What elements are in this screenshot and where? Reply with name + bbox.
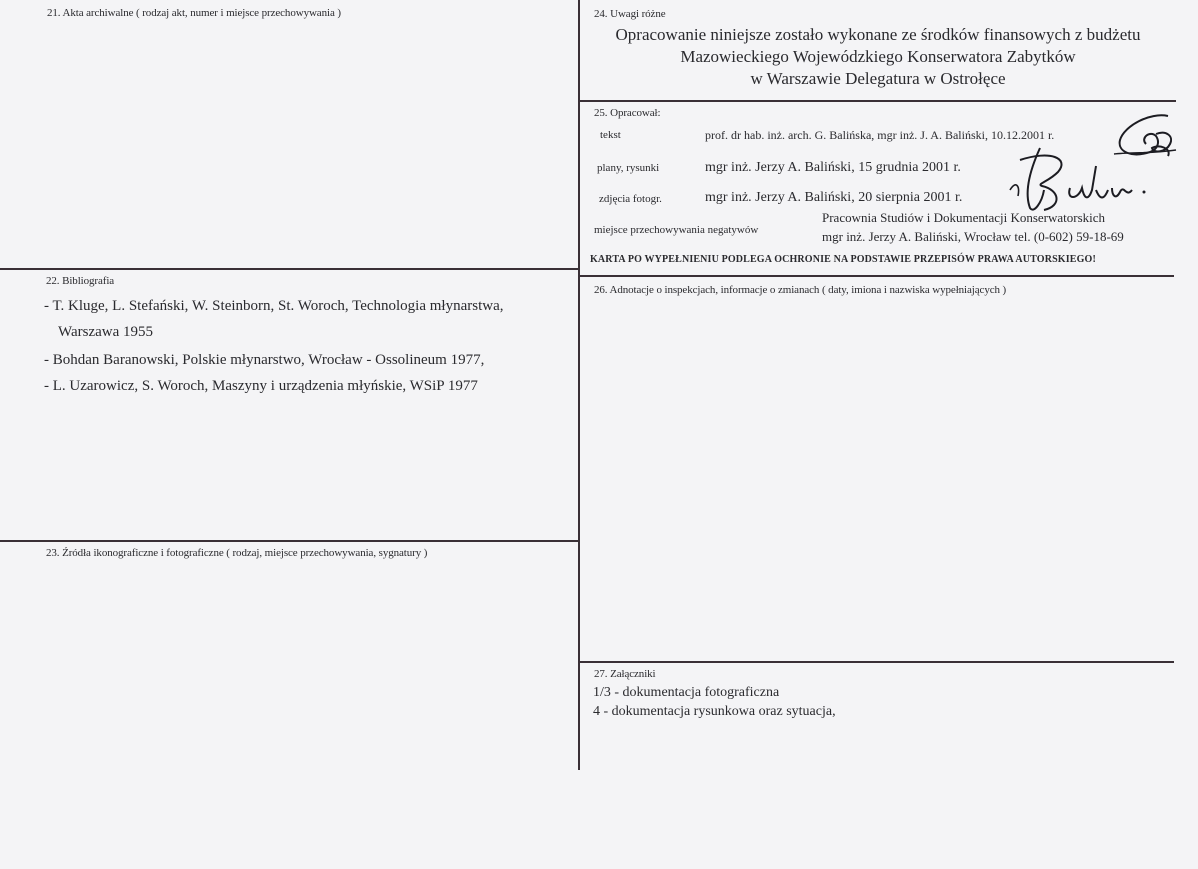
rule-vertical-main: [578, 0, 580, 770]
author-row-value-photos: mgr inż. Jerzy A. Baliński, 20 sierpnia 2001 r.: [705, 190, 963, 205]
rule-s25-s26: [579, 275, 1174, 277]
copyright-notice: KARTA PO WYPEŁNIENIU PODLEGA OCHRONIE NA PODSTAWIE PRZEPISÓW PRAWA AUTORSKIEGO!: [590, 254, 1096, 265]
attachment-line: 1/3 - dokumentacja fotograficzna: [593, 685, 780, 700]
section-21-label: 21. Akta archiwalne ( rodzaj akt, numer i miejsce przechowywania ): [47, 7, 341, 19]
negatives-location-line: mgr inż. Jerzy A. Baliński, Wrocław tel. (0-602) 59-18-69: [822, 229, 1124, 244]
rule-s21-s22: [0, 268, 579, 270]
section-22-label: 22. Bibliografia: [46, 275, 115, 287]
section-26-label: 26. Adnotacje o inspekcjach, informacje o zmianach ( daty, imiona i nazwiska wypełniających ): [594, 284, 1007, 296]
author-row-value-drawings: mgr inż. Jerzy A. Baliński, 15 grudnia 2001 r.: [705, 160, 961, 175]
author-row-key-text: tekst: [600, 129, 621, 141]
section-24-label: 24. Uwagi różne: [594, 8, 666, 20]
negatives-location-line: Pracownia Studiów i Dokumentacji Konserwatorskich: [822, 210, 1106, 225]
remarks-line: w Warszawie Delegatura w Ostrołęce: [750, 69, 1006, 88]
author-row-key-negatives: miejsce przechowywania negatywów: [594, 224, 759, 236]
bibliography-entry: - T. Kluge, L. Stefański, W. Steinborn, St. Woroch, Technologia młynarstwa,: [44, 298, 504, 314]
remarks-line: Opracowanie niniejsze zostało wykonane ze środków finansowych z budżetu: [615, 25, 1141, 44]
bibliography-entry-continuation: Warszawa 1955: [58, 324, 154, 340]
rule-s22-s23: [0, 540, 579, 542]
author-row-key-drawings: plany, rysunki: [597, 162, 660, 174]
author-row-key-photos: zdjęcia fotogr.: [599, 193, 662, 205]
rule-s24-s25: [579, 100, 1176, 102]
section-23-label: 23. Źródła ikonograficzne i fotograficzne ( rodzaj, miejsce przechowywania, sygnatury ): [46, 547, 428, 559]
bibliography-entry: - Bohdan Baranowski, Polskie młynarstwo, Wrocław - Ossolineum 1977,: [44, 352, 485, 368]
section-25-label: 25. Opracował:: [594, 107, 661, 119]
author-row-value-text: prof. dr hab. inż. arch. G. Balińska, mgr inż. J. A. Baliński, 10.12.2001 r.: [705, 128, 1055, 142]
signature-drawing: [1000, 140, 1150, 220]
bibliography-entry: - L. Uzarowicz, S. Woroch, Maszyny i urządzenia młyńskie, WSiP 1977: [44, 378, 478, 394]
attachment-line: 4 - dokumentacja rysunkowa oraz sytuacja,: [593, 704, 836, 719]
remarks-line: Mazowieckiego Wojewódzkiego Konserwatora Zabytków: [680, 47, 1076, 66]
rule-s26-s27: [579, 661, 1174, 663]
section-27-label: 27. Załączniki: [594, 668, 656, 680]
